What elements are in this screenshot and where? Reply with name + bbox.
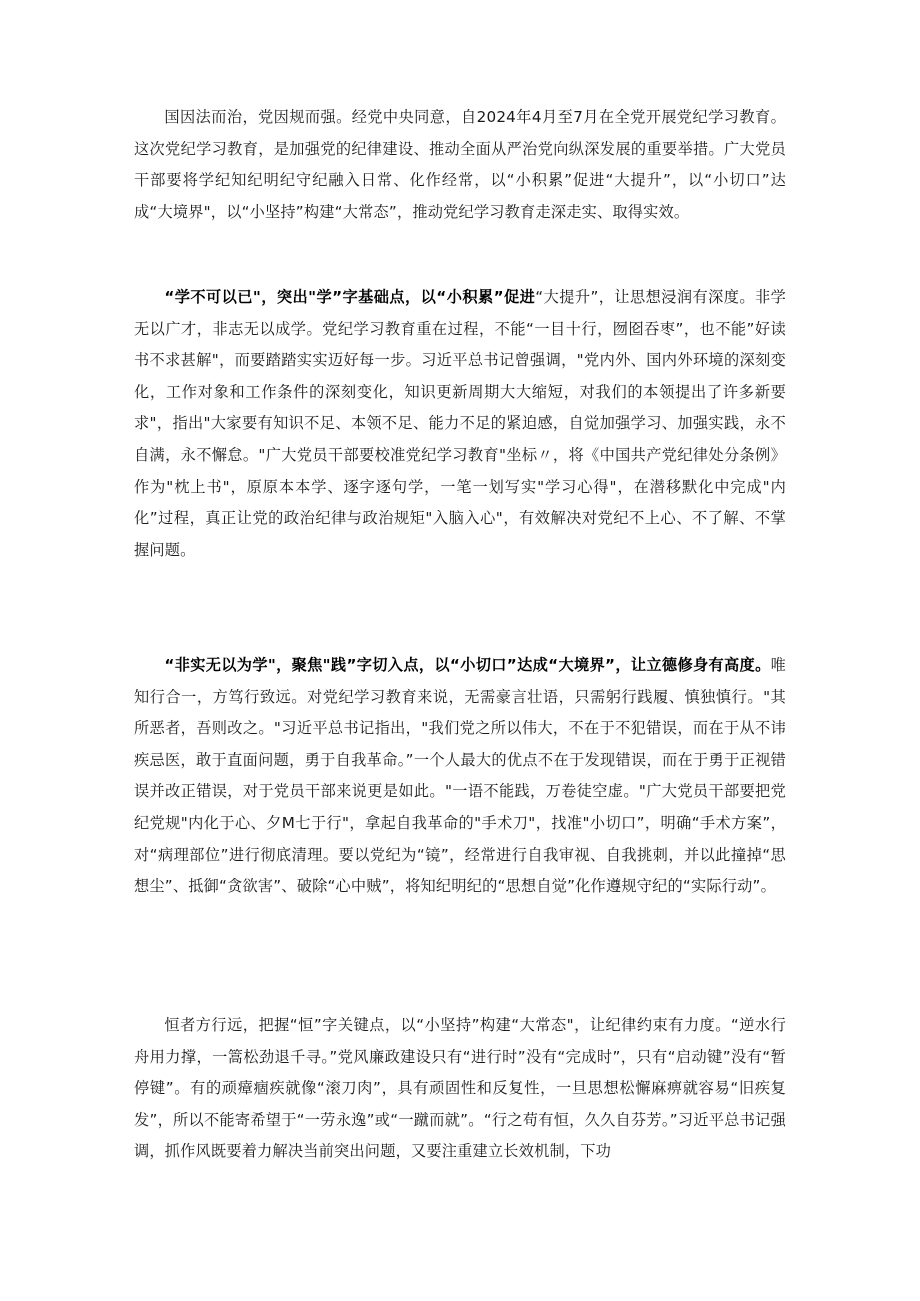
paragraph-lead: “非实无以为学"，聚焦"践”字切入点，以“小切口”达成“大境界”，让立德修身有高度。 (164, 656, 771, 674)
paragraph-text: 恒者方行远，把握“恒”字关键点，以“小坚持”构建“大常态"，让纪律约束有力度。“逆水行舟用力撑，一篙松劲退千寻。”党风廉政建设只有“进行时”没有“完成时”，只有“启动键”没有“暂停键”。有的顽瘴痼疾就像“滚刀肉”，具有顽固性和反复性，一旦思想松懈麻痹就容易“旧疾复发”，所以不能寄希望于“一劳永逸”或“一蹴而就”。“行之苟有恒，久久自芬芳。”习近平总书记强调，抓作风既要着力解决当前突出问题，又要注重建立长效机制，下功 (134, 1016, 786, 1161)
paragraph-text: “大提升”，让思想浸润有深度。非学无以广才，非志无以成学。党纪学习教育重在过程，不能“一目十行，囫囵吞枣”，也不能”好读书不求甚解"，而要踏踏实实迈好每一步。习近平总书记曾强调，"党内外、国内外环境的深刻变化，工作对象和工作条件的深刻变化，知识更新周期大大缩短，对我们的本领提出了许多新要求"，指出"大家要有知识不足、本领不足、能力不足的紧迫感，自觉加强学习、加强实践，永不自满，永不懈怠。"广大党员干部要校准党纪学习教育"坐标〃，将《中国共产党纪律处分条例》作为"枕上书"，原原本本学、逐字逐句学，一笔一划写实"学习心得"，在潜移默化中完成"内化”过程，真正让党的政治纪律与政治规矩"入脑入心"，有效解决对党纪不上心、不了解、不掌握问题。 (134, 288, 787, 559)
paragraph-text: 唯知行合一，方笃行致远。对党纪学习教育来说，无需豪言壮语，只需躬行践履、慎独慎行。"其所恶者，吾则改之。"习近平总书记指出，"我们党之所以伟大，不在于不犯错误，而在于从不讳疾忌医，敢于直面问题，勇于自我革命。”一个人最大的优点不在于发现错误，而在于勇于正视错误并改正错误，对于党员干部来说更是如此。"一语不能践，万卷徒空虚。"广大党员干部要把党纪党规"内化于心、夕M七于行"，拿起自我革命的"手术刀"，找准"小切口”，明确“手术方案”，对“病理部位”进行彻底清理。要以党纪为“镜”，经常进行自我审视、自我挑刺，并以此撞掉“思想尘”、抵御“贪欲害”、破除“心中贼”，将知纪明纪的“思想自觉”化作遵规守纪的“实际行动”。 (134, 656, 786, 896)
paragraph-intro (134, 102, 786, 228)
paragraph-text: 国因法而治，党因规而强。经党中央同意，自2024年4月至7月在全党开展党纪学习教育。这次党纪学习教育，是加强党的纪律建设、推动全面从严治党向纵深发展的重要举措。广大党员干部要将学纪知纪明纪守纪融入日常、化作经常，以“小积累”促进“大提升”，以“小切口”达成“大境界"，以“小坚持”构建“大常态”，推动党纪学习教育走深走实、取得实效。 (134, 108, 786, 221)
paragraph-persistence (134, 1010, 786, 1168)
paragraph-lead: “学不可以已"，突出"学”字基础点，以“小积累”促进 (164, 288, 536, 306)
paragraph-practice (134, 650, 786, 903)
paragraph-study (134, 282, 786, 566)
